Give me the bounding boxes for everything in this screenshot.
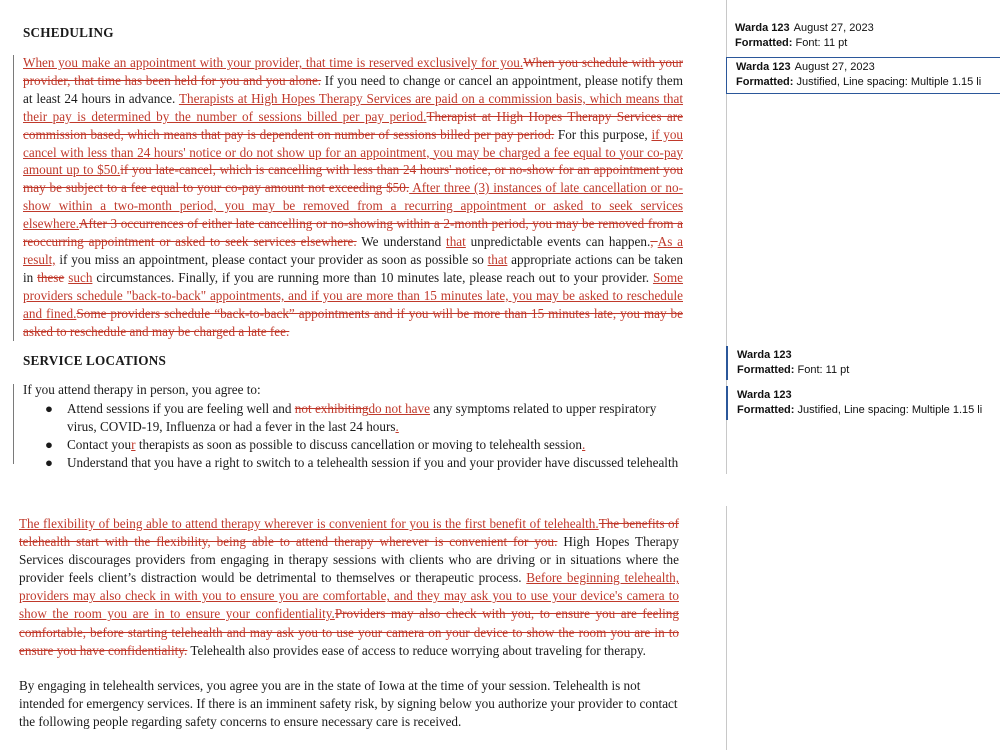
comment-label: Formatted:	[735, 37, 793, 49]
inserted-text[interactable]: if you cancel with less than 24 hours' notice or do not show up for an appointment, you may be charged a fee equal to your co-pay amount up to $50.	[23, 126, 684, 178]
deleted-text[interactable]: After 3 occurrences of either late cancelling or no-showing within a 2-month period, you may be removed from a reoccurring appointment or asked to seek services elsewhere.	[23, 216, 683, 250]
revision-comment[interactable]	[726, 19, 1000, 53]
revision-comment-selected[interactable]	[726, 57, 1000, 94]
body-text: Contact you	[67, 437, 132, 452]
comment-date: August 27, 2023	[793, 22, 874, 34]
service-intro: If you attend therapy in person, you agree to:	[23, 382, 261, 397]
inserted-text[interactable]: such	[68, 269, 93, 285]
deleted-text[interactable]: if you late-cancel, which is cancelling with less than 24 hours' notice, or no-show for an appointment you may be subject to a fee equal to your co-pay amount not exceeding $50.	[23, 162, 683, 196]
body-text: appropriate actions can be taken in	[23, 251, 683, 285]
body-text: High Hopes Therapy Services discourages providers from engaging in therapy sessions with clients who are driving or in situations where the provider feels client’s distraction would be detrimental to themselves or therapeutic process.	[19, 534, 679, 586]
comment-label: Formatted:	[736, 76, 794, 88]
deleted-text[interactable]: these	[37, 269, 65, 285]
body-text: unpredictable events can happen.	[465, 234, 651, 250]
inserted-text[interactable]: Before beginning telehealth, providers may also check in with you to ensure you are comfortable, and they may ask you to use your device's camera to show the room you are in to ensure your confidentiality.	[19, 570, 679, 622]
service-locations-heading: SERVICE LOCATIONS	[23, 353, 167, 368]
deleted-text[interactable]: ,	[650, 234, 658, 250]
deleted-text[interactable]: not exhibiting	[294, 401, 369, 416]
bullet-icon: ●	[45, 455, 53, 470]
inserted-text[interactable]: .	[582, 437, 586, 452]
inserted-text[interactable]: .	[395, 419, 399, 434]
inserted-text[interactable]: that	[446, 234, 466, 250]
comment-date: August 27, 2023	[794, 61, 875, 73]
body-text: Telehealth also provides ease of access to reduce worrying about traveling for therapy.	[187, 642, 646, 658]
deleted-text[interactable]: The benefits of telehealth start with the flexibility, being able to attend therapy wherever is convenient for you.	[19, 516, 680, 550]
list-item[interactable]	[23, 454, 687, 472]
body-text: Understand that you have a right to switch to a telehealth session if you and your provider have discussed telehealth	[67, 455, 679, 470]
scheduling-paragraph[interactable]	[23, 54, 683, 341]
comment-pane-divider	[726, 506, 727, 750]
agreement-list	[23, 400, 687, 472]
comment-author: Warda 123	[736, 61, 791, 73]
inserted-text[interactable]: As a result,	[23, 234, 684, 267]
change-bar	[13, 384, 14, 464]
comment-detail: Justified, Line spacing: Multiple 1.15 li	[797, 404, 983, 416]
change-bar	[13, 55, 14, 341]
inserted-text[interactable]: r	[131, 437, 136, 452]
inserted-text[interactable]: When you make an appointment with your provider, that time is reserved exclusively for you.	[23, 55, 524, 70]
comment-label: Formatted:	[737, 404, 795, 416]
deleted-text[interactable]: When you schedule with your provider, that time has been held for you and you alone.	[23, 55, 683, 88]
revision-comment[interactable]	[726, 346, 1000, 380]
list-item[interactable]	[23, 436, 687, 454]
body-text: any symptoms related to upper respiratory virus, COVID-19, Influenza or had a fever in the last 24 hours	[67, 401, 657, 434]
telehealth-paragraph[interactable]	[19, 515, 679, 660]
comment-detail: Font: 11 pt	[795, 37, 848, 49]
deleted-text[interactable]: Some providers schedule “back-to-back” appointments and if you will be more than 15 minutes late, you may be asked to reschedule and may be charged a late fee.	[23, 305, 683, 339]
inserted-text[interactable]: do not have	[368, 401, 430, 416]
comment-label: Formatted:	[737, 364, 795, 376]
body-text: therapists as soon as possible to discuss cancellation or moving to telehealth session	[135, 437, 582, 452]
inserted-text[interactable]: Therapists at High Hopes Therapy Services are paid on a commission basis, which means that their pay is determined by the number of sessions billed per pay period.	[23, 90, 684, 124]
bullet-icon: ●	[45, 401, 53, 416]
comment-author: Warda 123	[737, 389, 792, 401]
list-item[interactable]	[23, 400, 687, 436]
inserted-text[interactable]: that	[487, 251, 508, 267]
body-text: Attend sessions if you are feeling well and	[67, 401, 295, 416]
comment-author: Warda 123	[737, 349, 792, 361]
comment-author: Warda 123	[735, 22, 790, 34]
body-text: if you miss an appointment, please contact your provider as soon as possible so	[55, 251, 488, 267]
deleted-text[interactable]: Therapist at High Hopes Therapy Services are commission based, which means that pay is dependent on number of sessions billed per pay period.	[23, 108, 683, 142]
bullet-icon: ●	[45, 437, 53, 452]
iowa-paragraph: By engaging in telehealth services, you agree you are in the state of Iowa at the time of your session. Telehealth is not intended for emergency services. If there is an imminent safety risk, by signing below you authorize your provider to contact the following people regarding safety concerns to ensure necessary care is received.	[19, 678, 678, 730]
body-text: If you need to change or cancel an appointment, please notify them at least 24 hours in advance.	[23, 72, 683, 106]
comment-detail: Font: 11 pt	[797, 364, 850, 376]
document-page-2	[0, 480, 1000, 750]
inserted-text[interactable]: After three (3) instances of late cancellation or no-show within a two-month period, you may be removed from a recurring appointment or asked to seek services elsewhere.	[23, 180, 683, 232]
body-text: circumstances. Finally, if you are running more than 10 minutes late, please reach out to your provider.	[92, 269, 653, 285]
revision-comment[interactable]	[726, 386, 1000, 420]
body-text: We understand	[356, 234, 447, 250]
inserted-text[interactable]: Some providers schedule "back-to-back" appointments, and if you are more than 15 minutes late, you may be asked to reschedule and fined.	[23, 269, 684, 321]
deleted-text[interactable]: Providers may also check with you, to ensure you are feeling comfortable, before starting telehealth and may ask you to use your camera on your device to show the room you are in to ensure you have confidentiality.	[19, 606, 679, 658]
scheduling-heading: SCHEDULING	[23, 25, 114, 40]
body-text: For this purpose,	[554, 126, 652, 142]
comment-detail: Justified, Line spacing: Multiple 1.15 li	[796, 76, 982, 88]
inserted-text[interactable]: The flexibility of being able to attend therapy wherever is convenient for you is the first benefit of telehealth.	[19, 516, 599, 531]
